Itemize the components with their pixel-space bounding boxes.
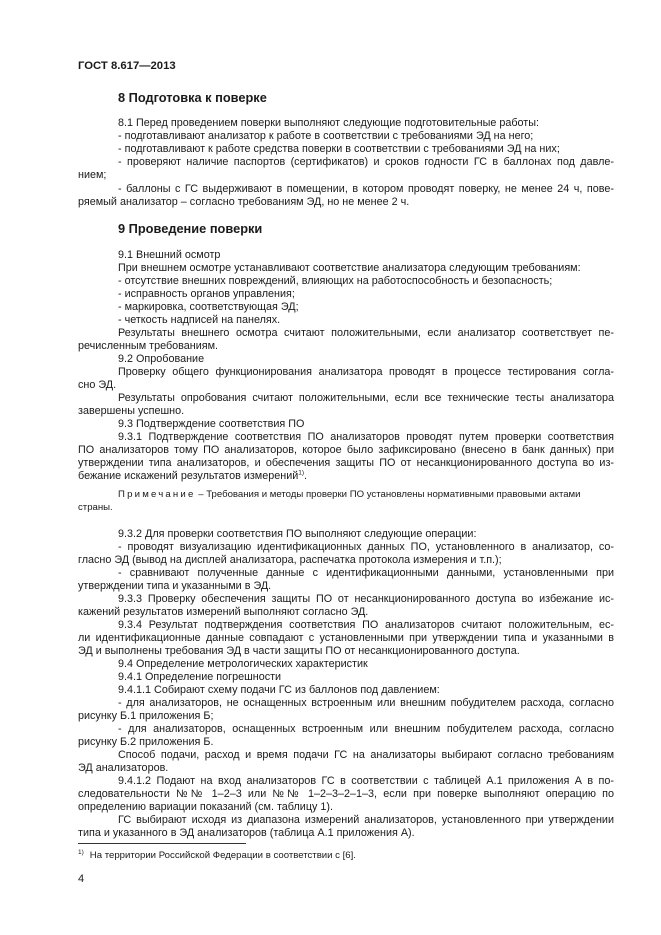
text-line [118, 366, 614, 379]
text-line-content: нием; [78, 169, 107, 181]
text-line-content: Результаты внешнего осмотра считают положительными, если анализатор соответствует пе- [118, 327, 614, 339]
text-line [78, 632, 614, 645]
page-number: 4 [78, 873, 85, 885]
text-line-content: бежание искажений результатов измерений [78, 470, 299, 482]
text-line [118, 301, 614, 314]
text-line-content: типа и указанного в ЭД анализаторов (таблица А.1 приложения А). [78, 827, 415, 839]
text-line [118, 392, 614, 405]
text-line [118, 528, 614, 541]
text-line [118, 327, 614, 340]
text-line [78, 405, 614, 418]
text-line-content: 9.4.1 Определение погрешности [118, 671, 282, 683]
text-line-content: 9.4 Определение метрологических характеристик [118, 658, 368, 670]
text-line-content: ЭД и выполнены требования ЭД в части защиты ПО от несанкционированного доступа. [78, 645, 520, 657]
text-line [78, 801, 614, 814]
text-line [78, 645, 614, 658]
text-line-content: следовательности №№ 1–2–3 или №№ 1–2–3–2–1–3, если при поверке выполняют операцию по [78, 788, 614, 800]
text-line-content: ПО анализаторов тому ПО анализаторов, которое было зафиксировано (внесено в банк данных) при [78, 444, 614, 456]
standard-code: ГОСТ 8.617—2013 [78, 60, 176, 72]
text-line [118, 418, 614, 431]
text-line-content: Результаты опробования считают положительными, если все технические тесты анализатора [118, 392, 614, 404]
text-line [78, 340, 614, 353]
text-line [118, 541, 614, 554]
text-line [118, 658, 614, 671]
footnote-ref-tail: . [304, 470, 308, 482]
text-line-content: - баллоны с ГС выдерживают в помещении, в котором проводят поверку, не менее 24 ч, пове- [118, 183, 614, 195]
note-label: Примечание [118, 489, 196, 500]
text-line-content: - для анализаторов, не оснащенных встроенным или внешним побудителем расхода, согласно [118, 697, 614, 709]
text-line-content: 9.4.1.1 Собирают схему подачи ГС из баллонов под давлением: [118, 684, 440, 696]
note-continuation: страны. [78, 502, 113, 513]
text-line [78, 470, 614, 483]
text-line-content: 8.1 Перед проведением поверки выполняют следующие подготовительные работы: [118, 117, 540, 129]
text-line-content: - сравнивают полученные данные с идентификационными данными, установленными при [118, 567, 614, 579]
footnote-text: На территории Российской Федерации в соответствии с [6]. [89, 850, 356, 862]
note-line [118, 488, 614, 501]
text-line [78, 554, 614, 567]
text-line [118, 156, 614, 169]
footnote-ref-mark: 1) [298, 469, 305, 477]
text-line-content: 9.3 Подтверждение соответствия ПО [118, 418, 305, 430]
text-line-content: 9.1 Внешний осмотр [118, 249, 221, 261]
text-line [118, 353, 614, 366]
text-line [118, 117, 614, 130]
text-line [118, 130, 614, 143]
text-line [78, 379, 614, 392]
text-line [118, 723, 614, 736]
section-8-title: 8 Подготовка к поверке [118, 90, 267, 105]
text-line [118, 671, 614, 684]
text-line [118, 697, 614, 710]
text-line-content: рисунку Б.2 приложения Б. [78, 736, 214, 748]
text-line [118, 262, 614, 275]
text-line [118, 143, 614, 156]
text-line [78, 169, 614, 182]
text-line-content: 9.3.4 Результат подтверждения соответствия ПО анализаторов считают положительным, ес- [118, 619, 614, 631]
footnote-separator [78, 843, 246, 844]
text-line-content: - для анализаторов, оснащенных встроенным или внешним побудителем расхода, согласно [118, 723, 614, 735]
text-line-content: - четкость надписей на панелях. [118, 314, 281, 326]
text-line-content: - проверяют наличие паспортов (сертификатов) и сроков годности ГС в баллонах под давле- [118, 156, 614, 168]
text-line-content: - исправность органов управления; [118, 288, 295, 300]
text-line-content: ряемый анализатор – согласно требованиям ЭД, но не менее 2 ч. [78, 196, 410, 208]
text-line-content: - подготавливают к работе средства поверки в соответствии с требованиями ЭД на них; [118, 143, 560, 155]
text-line-content: - отсутствие внешних повреждений, влияющих на работоспособность и безопасность; [118, 275, 553, 287]
text-line-content: гласно ЭД (вывод на дисплей анализатора, распечатка протокола измерения и т.п.); [78, 554, 502, 566]
text-line [118, 183, 614, 196]
text-line [118, 431, 614, 444]
text-line [118, 288, 614, 301]
text-line [78, 736, 614, 749]
text-line [78, 788, 614, 801]
text-line [78, 580, 614, 593]
text-line-content: ГС выбирают исходя из диапазона измерений анализаторов, установленного при утверждении [118, 814, 614, 826]
text-line-content: сно ЭД. [78, 379, 117, 391]
text-line-content: утверждении типа и указанными в ЭД. [78, 580, 272, 592]
text-line-content: определению вариации показаний (см. таблицу 1). [78, 801, 334, 813]
text-line-content: рисунку Б.1 приложения Б; [78, 710, 214, 722]
text-line-content: 9.3.1 Подтверждение соответствия ПО анализаторов проводят путем проверки соответствия [118, 431, 614, 443]
text-line-content: Проверку общего функционирования анализатора проводят в процессе тестирования согла- [118, 366, 614, 378]
text-line [118, 314, 614, 327]
section-9-title: 9 Проведение поверки [118, 221, 263, 236]
text-line-content: - подготавливают анализатор к работе в соответствии с требованиями ЭД на него; [118, 130, 534, 142]
text-line [118, 619, 614, 632]
text-line [78, 710, 614, 723]
text-line-content: речисленным требованиям. [78, 340, 219, 352]
footnote-mark: 1) [78, 849, 84, 856]
text-line-content: Способ подачи, расход и время подачи ГС на анализаторы выбирают согласно требованиям [118, 749, 614, 761]
text-line-content: завершены успешно. [78, 405, 185, 417]
text-line-content: 9.2 Опробование [118, 353, 205, 365]
text-line-content: При внешнем осмотре устанавливают соответствие анализатора следующим требованиям: [118, 262, 581, 274]
text-line [118, 814, 614, 827]
text-line-content: кажений результатов измерений выполняют согласно ЭД. [78, 606, 369, 618]
text-line [78, 762, 614, 775]
footnote [78, 849, 356, 861]
text-line-content: 9.3.3 Проверку обеспечения защиты ПО от несанкционированного доступа во избежание ис- [118, 593, 614, 605]
text-line [118, 749, 614, 762]
text-line [118, 775, 614, 788]
text-line [118, 249, 614, 262]
text-line-content: 9.4.1.2 Подают на вход анализаторов ГС в соответствии с таблицей А.1 приложения А в по- [118, 775, 614, 787]
text-line [78, 827, 614, 840]
text-line [78, 457, 614, 470]
text-line-content: ли идентификационные данные совпадают с установленными при утверждении типа и указанными в [78, 632, 614, 644]
text-line [118, 684, 614, 697]
text-line [78, 444, 614, 457]
text-line [118, 567, 614, 580]
text-line [78, 606, 614, 619]
note-text: – Требования и методы проверки ПО установлены нормативными правовыми актами [195, 489, 581, 500]
text-line-content: ЭД анализаторов. [78, 762, 169, 774]
text-line-content: 9.3.2 Для проверки соответствия ПО выполняют следующие операции: [118, 528, 477, 540]
text-line-content: утверждении типа анализаторов, и обеспечения защиты ПО от несанкционированного доступа во из- [78, 457, 614, 469]
text-line-content: - маркировка, соответствующая ЭД; [118, 301, 299, 313]
text-line [118, 275, 614, 288]
text-line [78, 196, 614, 209]
text-line-content: - проводят визуализацию идентификационных данных ПО, установленного в анализатор, со- [118, 541, 614, 553]
text-line [118, 593, 614, 606]
